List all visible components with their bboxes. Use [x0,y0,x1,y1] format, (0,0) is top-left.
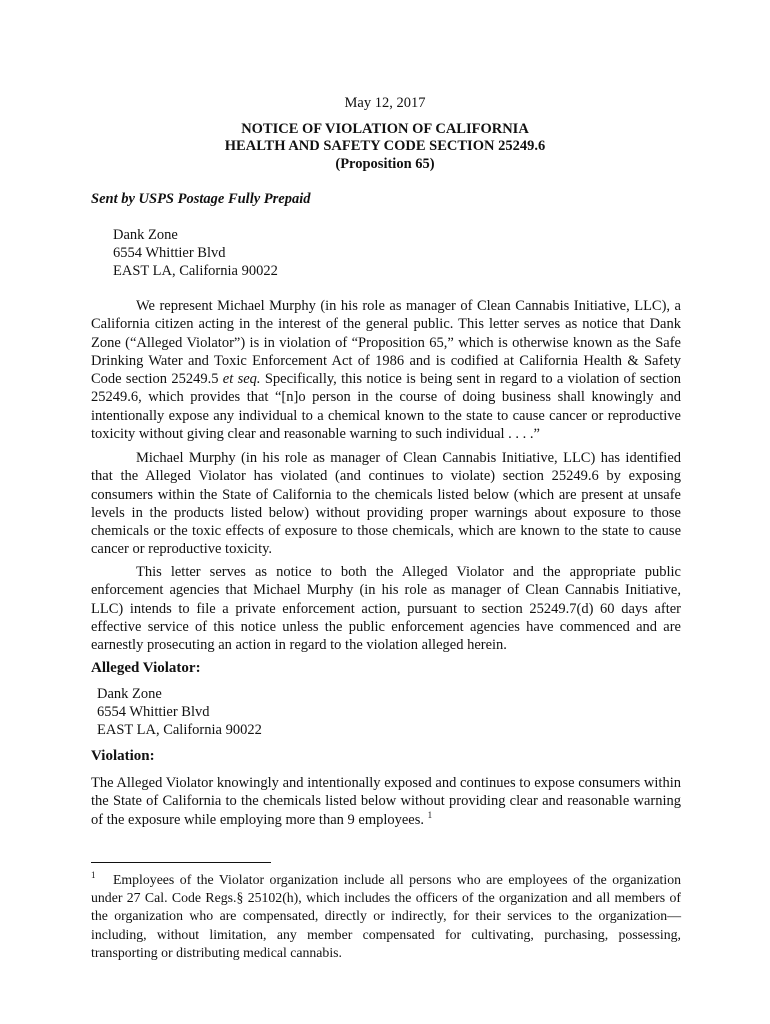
title-line-2: HEALTH AND SAFETY CODE SECTION 25249.6 [224,138,546,154]
paragraph-2-text: Michael Murphy (in his role as manager of Clean Cannabis Initiative, LLC) has identified that the Alleged Violator has violated (and continues to violate) section 25249.6 by exposing consumers within the State of California to the chemicals listed below (which are present at unsafe levels in the products listed below) without providing proper warnings about exposure to those chemicals or the toxic effects of exposure to those chemicals, which are known to the state to cause cancer or reproductive toxicity. [91,450,681,558]
alleged-violator-street: 6554 Whittier Blvd [97,704,210,720]
title-line-1: NOTICE OF VIOLATION OF CALIFORNIA [241,121,529,137]
violation-paragraph [91,774,681,829]
violation-heading: Violation: [91,748,155,764]
footnote-divider [91,862,271,863]
footnote-text: Employees of the Violator organization include all persons who are employees of the organization under 27 Cal. Code Regs.§ 25102(h), which includes the officers of the organization and all members of the organization who are compensated, directly or indirectly, for their services to the organization—including, without limitation, any member compensated for cultivating, purchasing, possessing, transporting or distributing medical cannabis. [91,872,681,960]
et-seq: et seq. [222,371,261,388]
paragraph-3-text: This letter serves as notice to both the Alleged Violator and the appropriate public enforcement agencies that Michael Murphy (in his role as manager of Clean Cannabis Initiative, LLC) intends to file a private enforcement action, pursuant to section 25249.7(d) 60 days after effective service of this notice unless the public enforcement agencies have commenced and are earnestly prosecuting an action in regard to the violation alleged herein. [91,564,681,654]
recipient-name: Dank Zone [113,227,178,243]
alleged-violator-name: Dank Zone [97,686,162,702]
recipient-city: EAST LA, California 90022 [113,263,278,279]
paragraph-1-text-cont: Specifically, this notice is being sent in regard to a violation of section 25249.6, which provides that “[n]o person in the course of doing business shall knowingly and intentionally expose any individual to a chemical known to the state to cause cancer or reproductive toxicity without giving clear and reasonable warning to such individual . . . .” [91,371,682,443]
alleged-violator-address [97,685,262,739]
letter-date: May 12, 2017 [344,95,426,111]
body-paragraph-3 [91,563,681,654]
alleged-violator-city: EAST LA, California 90022 [97,722,262,738]
footnote: $^1$ Employees of the Violator organization include all persons who are employees of the organization under 27 Cal. Code Regs.§ 25102(h), which includes the officers of the organization and all members of the organization who are compensated, directly or indirectly, for their services to the organization—including, without limitation, any member compensated for cultivating, purchasing, possessing, transporting or distributing medical cannabis. [91,870,681,960]
paragraph-1-text: We represent Michael Murphy (in his role as manager of Clean Cannabis Initiative, LLC), a California citizen acting in the interest of the general public. This letter serves as notice that Dank Zone (“Alleged Violator”) is in violation of “Proposition 65,” which is otherwise known as the Safe Drinking Water and Toxic Enforcement Act of 1986 and is codified at California Health & Safety Code section 25249.5 [91,298,681,388]
title-line-3: (Proposition 65) [335,156,435,172]
footnote-reference[interactable]: 1 [427,809,433,820]
body-paragraph-2 [91,449,681,559]
body-paragraph-1 [91,297,681,443]
recipient-address [113,226,278,280]
recipient-street: 6554 Whittier Blvd [113,245,226,261]
alleged-violator-heading: Alleged Violator: [91,660,201,676]
delivery-method: Sent by USPS Postage Fully Prepaid [91,191,311,207]
violation-text: The Alleged Violator knowingly and intentionally exposed and continues to expose consumers within the State of California to the chemicals listed below without providing clear and reasonable warning of the exposure while employing more than 9 employees. [91,775,681,828]
